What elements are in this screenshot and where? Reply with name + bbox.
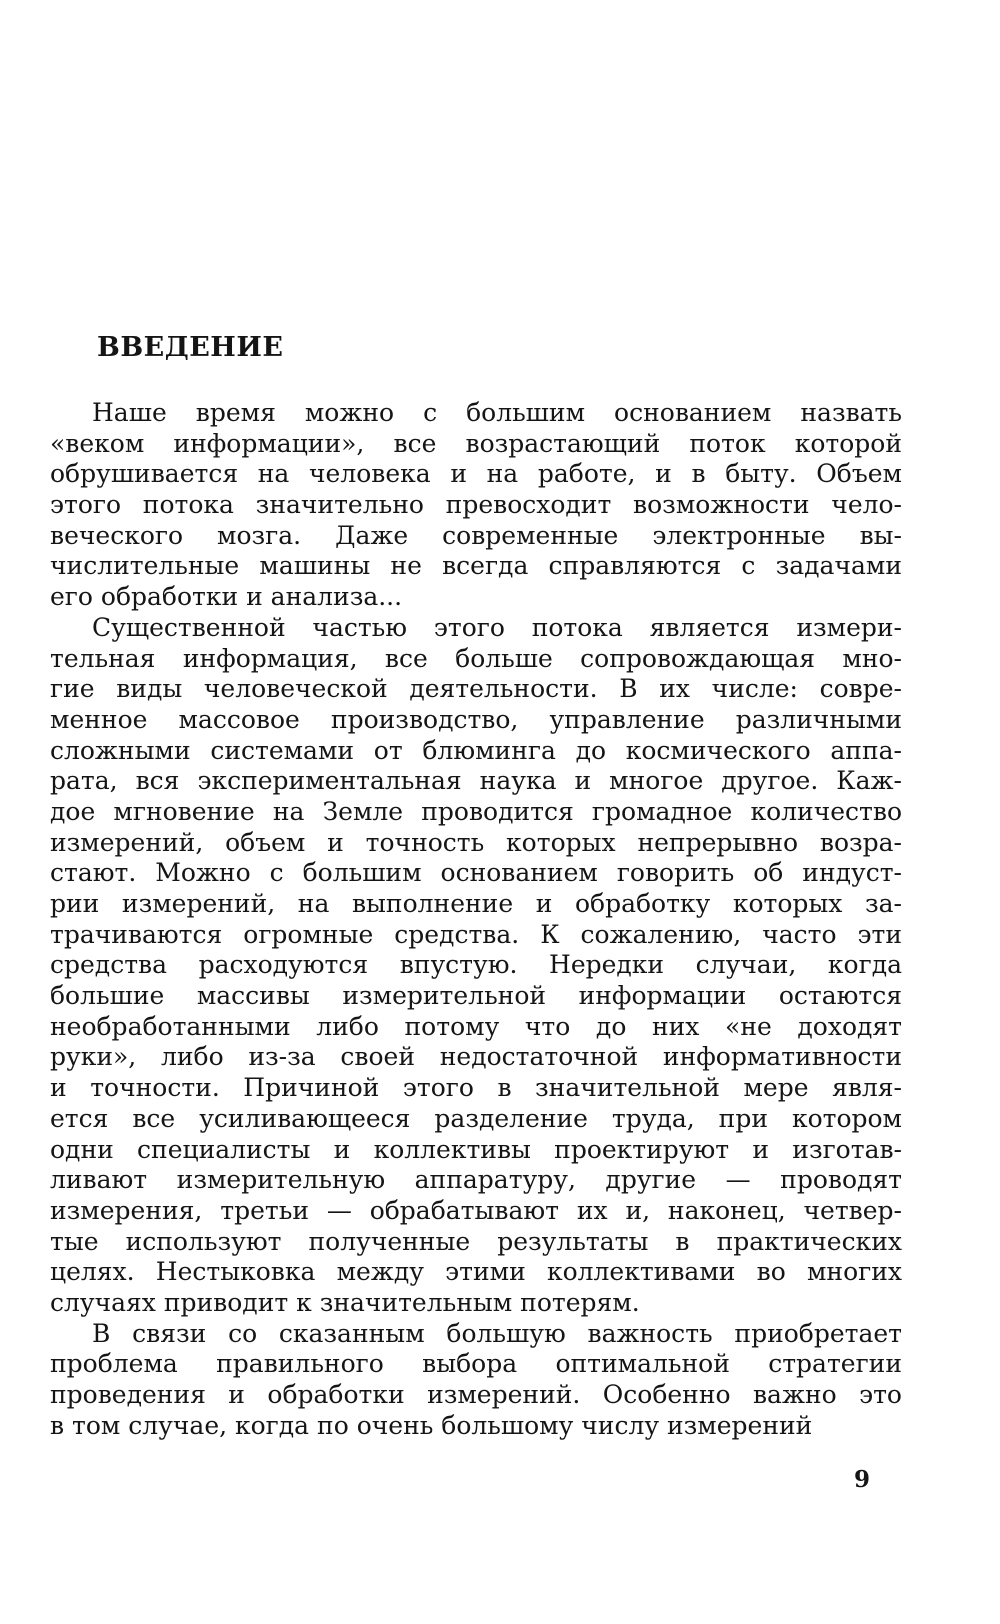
body-text bbox=[50, 398, 902, 1441]
text-line: его обработки и анализа... bbox=[50, 582, 403, 612]
text-line: числительные машины не всегда справляются с задачами bbox=[50, 551, 902, 581]
text-line: обрушивается на человека и на работе, и в быту. Объем bbox=[50, 459, 902, 489]
text-line: гие виды человеческой деятельности. В их числе: совре- bbox=[50, 674, 902, 704]
text-line: стают. Можно с большим основанием говорить об индуст- bbox=[50, 858, 902, 888]
text-line: рата, вся экспериментальная наука и многое другое. Каж- bbox=[50, 766, 902, 796]
text-line: рии измерений, на выполнение и обработку которых за- bbox=[50, 889, 902, 918]
text-line: целях. Нестыковка между этими коллективами во многих bbox=[50, 1257, 902, 1287]
text-line: менное массовое производство, управление различными bbox=[50, 704, 902, 734]
paragraph bbox=[50, 398, 902, 613]
text-line: проблема правильного выбора оптимальной стратегии bbox=[50, 1349, 902, 1379]
text-line: в том случае, когда по очень большому числу измерений bbox=[50, 1410, 813, 1440]
text-line: тельная информация, все больше сопровождающая мно- bbox=[50, 643, 902, 673]
text-line: трачиваются огромные средства. К сожалению, часто эти bbox=[50, 919, 902, 949]
text-line: «веком информации», все возрастающий поток которой bbox=[50, 428, 902, 458]
text-line: веческого мозга. Даже современные электронные вы- bbox=[50, 520, 902, 550]
text-line: средства расходуются впустую. Нередки случаи, когда bbox=[50, 950, 902, 980]
text-line: этого потока значительно превосходит возможности чело- bbox=[50, 490, 902, 520]
text-line: необработанными либо потому что до них «не доходят bbox=[50, 1011, 902, 1041]
paragraph bbox=[50, 1319, 902, 1442]
text-line: сложными системами от блюминга до космического аппа- bbox=[50, 735, 902, 765]
text-line: тые используют полученные результаты в практических bbox=[50, 1226, 902, 1256]
text-line: дое мгновение на Земле проводится громадное количество bbox=[50, 796, 902, 826]
paragraph bbox=[50, 613, 902, 1319]
text-line: случаях приводит к значительным потерям. bbox=[50, 1287, 640, 1317]
chapter-heading: ВВЕДЕНИЕ bbox=[97, 332, 284, 363]
text-line: руки», либо из-за своей недостаточной информативности bbox=[50, 1042, 902, 1072]
text-line: проведения и обработки измерений. Особенно важно это bbox=[50, 1380, 902, 1409]
text-line: измерения, третьи — обрабатывают их и, наконец, четвер- bbox=[50, 1195, 902, 1225]
text-line: ется все усиливающееся разделение труда, при котором bbox=[50, 1103, 902, 1133]
page-number: 9 bbox=[853, 1466, 870, 1493]
text-line: большие массивы измерительной информации остаются bbox=[50, 981, 902, 1011]
text-line: Наше время можно с большим основанием назвать bbox=[92, 398, 902, 427]
text-line: ливают измерительную аппаратуру, другие — проводят bbox=[50, 1165, 902, 1195]
text-line: измерений, объем и точность которых непрерывно возра- bbox=[50, 827, 902, 857]
text-line: В связи со сказанным большую важность приобретает bbox=[92, 1318, 902, 1348]
text-line: одни специалисты и коллективы проектируют и изготав- bbox=[50, 1134, 902, 1164]
text-line: Существенной частью этого потока является измери- bbox=[92, 612, 902, 642]
text-line: и точности. Причиной этого в значительной мере явля- bbox=[50, 1073, 902, 1103]
